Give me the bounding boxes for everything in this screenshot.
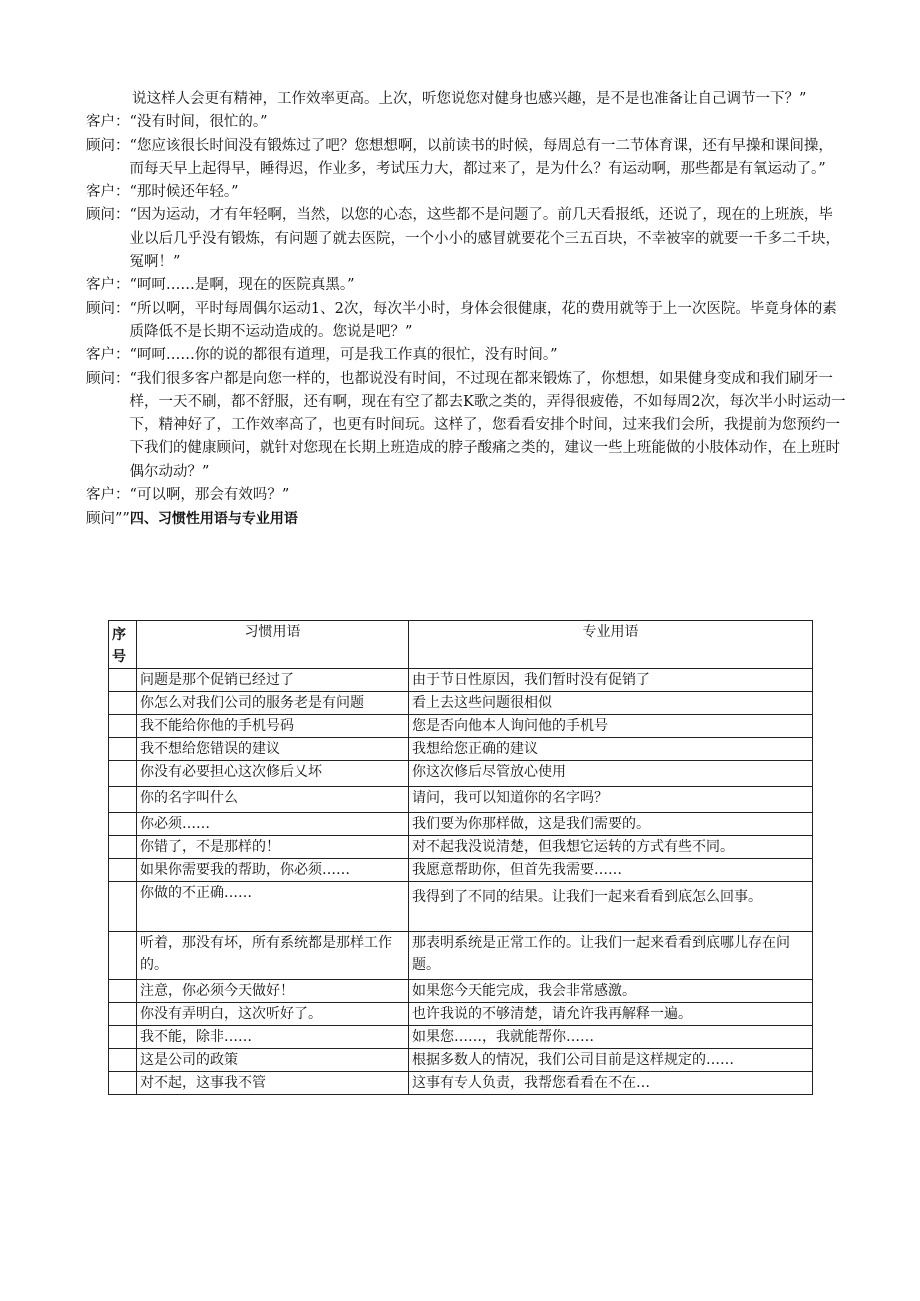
cell-no bbox=[109, 692, 137, 715]
table-body bbox=[109, 669, 813, 1095]
cell-no bbox=[109, 761, 137, 787]
section-heading-line bbox=[86, 508, 846, 531]
table-row bbox=[109, 980, 813, 1003]
dialogue-section bbox=[86, 88, 846, 532]
cell-habitual: 我不想给您错误的建议 bbox=[137, 738, 409, 761]
table-row bbox=[109, 669, 813, 692]
section-title: 四、习惯性用语与专业用语 bbox=[129, 511, 298, 528]
cell-professional: 如果您……，我就能帮你…… bbox=[409, 1026, 813, 1049]
speaker-label: 客户： bbox=[86, 184, 130, 201]
speaker-label: 顾问： bbox=[86, 300, 130, 317]
cell-habitual: 问题是那个促销已经过了 bbox=[137, 669, 409, 692]
cell-no bbox=[109, 836, 137, 859]
dialogue-turn bbox=[86, 204, 846, 274]
terms-table bbox=[108, 620, 813, 1095]
speech-text: “没有时间，很忙的。” bbox=[129, 114, 268, 131]
table-row bbox=[109, 1003, 813, 1026]
cell-habitual: 你的名字叫什么 bbox=[137, 787, 409, 813]
speaker-label: 客户： bbox=[86, 114, 130, 131]
cell-habitual: 你没有必要担心这次修后乂坏 bbox=[137, 761, 409, 787]
speaker-label: 客户： bbox=[86, 487, 130, 504]
speech-text: “所以啊，平时每周偶尔运动1、2次，每次半小时，身体会很健康，花的费用就等于上一次医院。毕竟身体的素质降低不是长期不运动造成的。您说是吧？” bbox=[129, 300, 837, 340]
speech-text: “呵呵……是啊，现在的医院真黑。” bbox=[129, 277, 355, 294]
speech-text: “因为运动，才有年轻啊，当然，以您的心态，这些都不是问题了。前几天看报纸，还说了，现在的上班族，毕业以后几乎没有锻炼，有问题了就去医院，一个小小的感冒就要花个三五百块，不幸被宰的就要一千多二千块，冤啊！” bbox=[129, 207, 840, 271]
cell-habitual: 这是公司的政策 bbox=[137, 1049, 409, 1072]
speech-text: “那时候还年轻。” bbox=[129, 184, 239, 201]
dialogue-turn bbox=[86, 484, 846, 507]
cell-professional: 这事有专人负责，我帮您看看在不在… bbox=[409, 1072, 813, 1095]
cell-habitual: 你必须…… bbox=[137, 813, 409, 836]
cell-habitual: 你错了，不是那样的！ bbox=[137, 836, 409, 859]
cell-no bbox=[109, 980, 137, 1003]
cell-no bbox=[109, 1049, 137, 1072]
table-row bbox=[109, 761, 813, 787]
cell-professional: 你这次修后尽管放心使用 bbox=[409, 761, 813, 787]
cell-professional: 由于节日性原因，我们暂时没有促销了 bbox=[409, 669, 813, 692]
cell-professional: 我想给您正确的建议 bbox=[409, 738, 813, 761]
cell-no bbox=[109, 715, 137, 738]
cell-professional: 请问，我可以知道你的名字吗？ bbox=[409, 787, 813, 813]
table-row bbox=[109, 715, 813, 738]
cell-habitual: 我不能，除非…… bbox=[137, 1026, 409, 1049]
table-row bbox=[109, 738, 813, 761]
table-row bbox=[109, 859, 813, 882]
cell-professional: 我得到了不同的结果。让我们一起来看看到底怎么回事。 bbox=[409, 882, 813, 932]
table-row bbox=[109, 813, 813, 836]
table-row bbox=[109, 882, 813, 932]
cell-habitual: 我不能给你他的手机号码 bbox=[137, 715, 409, 738]
cell-professional: 那表明系统是正常工作的。让我们一起来看看到底哪儿存在问题。 bbox=[409, 932, 813, 980]
dialogue-turn bbox=[86, 181, 846, 204]
cell-professional: 根据多数人的情况，我们公司目前是这样规定的…… bbox=[409, 1049, 813, 1072]
dialogue-turn bbox=[86, 368, 846, 484]
dialogue-turn bbox=[86, 344, 846, 367]
speaker-label: 客户： bbox=[86, 277, 130, 294]
speaker-label: 顾问： bbox=[86, 207, 130, 224]
cell-no bbox=[109, 813, 137, 836]
speaker-label: 客户： bbox=[86, 347, 130, 364]
speech-text: 说这样人会更有精神，工作效率更高。上次，听您说您对健身也感兴趣，是不是也准备让自己调节一下？” bbox=[132, 91, 807, 107]
dialogue-turn bbox=[86, 135, 846, 182]
dialogue-turn bbox=[86, 274, 846, 297]
cell-professional: 如果您今天能完成，我会非常感激。 bbox=[409, 980, 813, 1003]
table-row bbox=[109, 1026, 813, 1049]
cell-no bbox=[109, 738, 137, 761]
cell-habitual: 听着，那没有坏，所有系统都是那样工作的。 bbox=[137, 932, 409, 980]
cell-professional: 您是否向他本人询问他的手机号 bbox=[409, 715, 813, 738]
table-row bbox=[109, 787, 813, 813]
header-professional: 专业用语 bbox=[409, 621, 813, 669]
cell-habitual: 你怎么对我们公司的服务老是有问题 bbox=[137, 692, 409, 715]
speech-text: “您应该很长时间没有锻炼过了吧？您想想啊，以前读书的时候，每周总有一二节体育课，还有早操和课间操，而每天早上起得早，睡得迟，作业多，考试压力大，都过来了，是为什么？有运动啊，那些都是有氧运动了。” bbox=[129, 137, 833, 177]
speech-text: “呵呵……你的说的都很有道理，可是我工作真的很忙，没有时间。” bbox=[129, 347, 558, 364]
cell-no bbox=[109, 1026, 137, 1049]
dialogue-turn bbox=[86, 111, 846, 134]
cell-professional: 我们要为你那样做，这是我们需要的。 bbox=[409, 813, 813, 836]
cell-habitual: 对不起，这事我不管 bbox=[137, 1072, 409, 1095]
speech-text: “可以啊，那会有效吗？” bbox=[129, 487, 290, 504]
speaker-label bbox=[86, 88, 132, 111]
speaker-label: 顾问： bbox=[86, 137, 130, 154]
cell-no bbox=[109, 1003, 137, 1026]
cell-no bbox=[109, 882, 137, 932]
cell-professional: 我愿意帮助你，但首先我需要…… bbox=[409, 859, 813, 882]
table-header-row bbox=[109, 621, 813, 669]
cell-professional: 看上去这些问题很相似 bbox=[409, 692, 813, 715]
cell-no bbox=[109, 669, 137, 692]
speaker-label: 顾问： bbox=[86, 370, 130, 387]
cell-no bbox=[109, 787, 137, 813]
table-row bbox=[109, 932, 813, 980]
table-row bbox=[109, 692, 813, 715]
cell-habitual: 你做的不正确…… bbox=[137, 882, 409, 932]
cell-habitual: 你没有弄明白，这次听好了。 bbox=[137, 1003, 409, 1026]
speech-text: “我们很多客户都是向您一样的，也都说没有时间，不过现在都来锻炼了，你想想，如果健身变成和我们刷牙一样，一天不刷，都不舒服，还有啊，现在有空了都去K歌之类的，弄得很疲倦，不如每周2次，每次半小时运动一下，精神好了，工作效率高了，也更有时间玩。这样了，您看看安排个时间，过来我们会所，我提前为您预约一下我们的健康顾问，就针对您现在长期上班造成的脖子酸痛之类的，建议一些上班能做的小肢体动作，在上班时偶尔动动？” bbox=[129, 370, 846, 480]
dialogue-turn bbox=[86, 298, 846, 345]
cell-habitual: 注意，你必须今天做好！ bbox=[137, 980, 409, 1003]
cell-no bbox=[109, 932, 137, 980]
section-prefix: 顾问”” bbox=[86, 511, 130, 528]
cell-no bbox=[109, 859, 137, 882]
cell-habitual: 如果你需要我的帮助，你必须…… bbox=[137, 859, 409, 882]
header-habitual: 习惯用语 bbox=[137, 621, 409, 669]
header-no: 序号 bbox=[109, 621, 137, 669]
cell-professional: 也许我说的不够清楚，请允许我再解释一遍。 bbox=[409, 1003, 813, 1026]
cell-no bbox=[109, 1072, 137, 1095]
table-row bbox=[109, 1072, 813, 1095]
table-row bbox=[109, 1049, 813, 1072]
cell-professional: 对不起我没说清楚，但我想它运转的方式有些不同。 bbox=[409, 836, 813, 859]
table-row bbox=[109, 836, 813, 859]
dialogue-turn bbox=[86, 88, 846, 111]
